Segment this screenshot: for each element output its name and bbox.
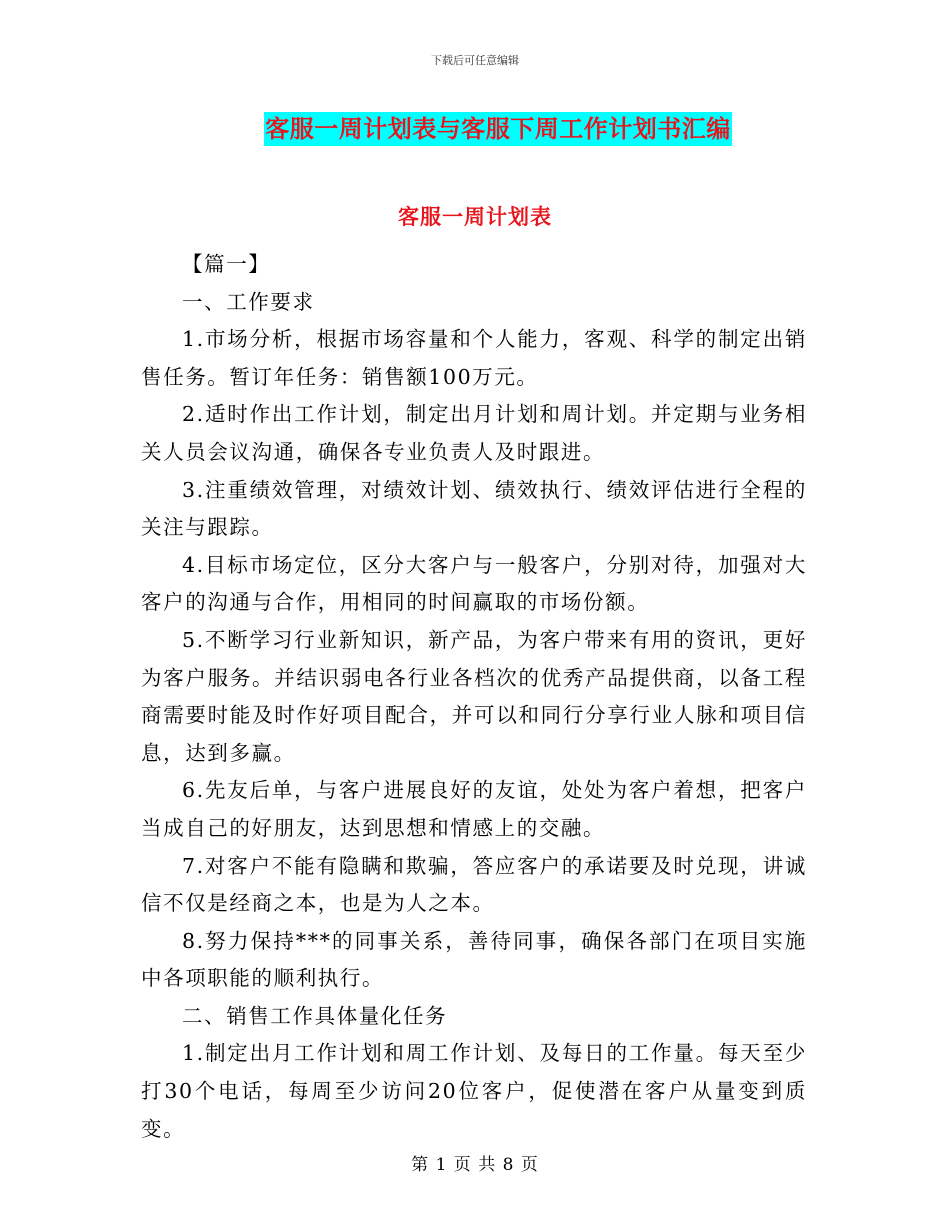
paragraph: 1.市场分析，根据市场容量和个人能力，客观、科学的制定出销售任务。暂订年任务：销售额100万元。	[141, 327, 807, 389]
paragraph: 3.注重绩效管理，对绩效计划、绩效执行、绩效评估进行全程的关注与跟踪。	[141, 477, 807, 540]
paragraph: 一、工作要求	[182, 289, 315, 314]
main-title-wrap	[0, 112, 950, 146]
paragraph: 【篇一】	[182, 252, 271, 276]
paragraph: 4.目标市场定位，区分大客户与一般客户，分别对待，加强对大客户的沟通与合作，用相同的时间赢取的市场份额。	[141, 552, 807, 615]
paragraph: 二、销售工作具体量化任务	[182, 1003, 448, 1028]
body-text	[141, 246, 807, 1148]
paragraph: 6.先友后单，与客户进展良好的友谊，处处为客户着想，把客户当成自己的好朋友，达到思想和情感上的交融。	[141, 778, 807, 840]
paragraph: 7.对客户不能有隐瞒和欺骗，答应客户的承诺要及时兑现，讲诚信不仅是经商之本，也是为人之本。	[141, 853, 807, 916]
paragraph: 2.适时作出工作计划，制定出月计划和周计划。并定期与业务相关人员会议沟通，确保各专业负责人及时跟进。	[141, 402, 807, 464]
paragraph: 1.制定出月工作计划和周工作计划、及每日的工作量。每天至少打30个电话，每周至少访问20位客户，促使潜在客户从量变到质变。	[141, 1041, 807, 1141]
main-title: 客服一周计划表与客服下周工作计划书汇编	[264, 112, 732, 146]
section-title: 客服一周计划表	[398, 205, 552, 229]
paragraph: 5.不断学习行业新知识，新产品，为客户带来有用的资讯，更好为客户服务。并结识弱电各行业各档次的优秀产品提供商，以备工程商需要时能及时作好项目配合，并可以和同行分享行业人脉和项目信息，达到多赢。	[141, 627, 807, 765]
paragraph: 8.努力保持***的同事关系，善待同事，确保各部门在项目实施中各项职能的顺利执行。	[141, 928, 807, 991]
header-note: 下载后可任意编辑	[431, 54, 519, 67]
page-footer: 第 1 页 共 8 页	[411, 1155, 539, 1175]
